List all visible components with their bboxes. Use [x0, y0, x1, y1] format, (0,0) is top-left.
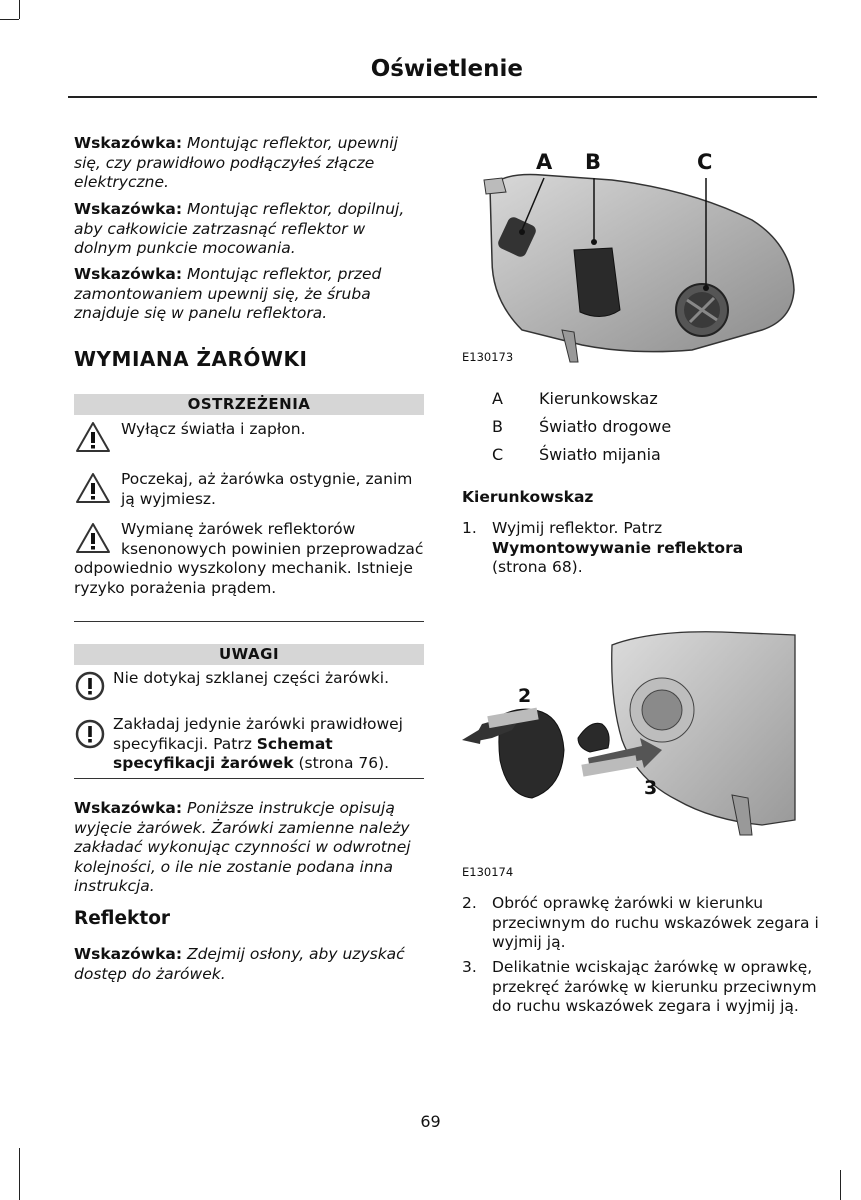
cross-reference-link[interactable]: Schemat specyfikacji żarówek: [113, 734, 333, 772]
legend-key: B: [492, 417, 503, 436]
warning-triangle-icon: [74, 471, 112, 505]
note-label: Wskazówka:: [74, 799, 183, 817]
warning-triangle-icon: [74, 520, 112, 556]
page-number: 69: [420, 1112, 441, 1131]
cautions-header: UWAGI: [74, 644, 424, 665]
crop-mark-bottom-right: [840, 1170, 841, 1200]
step-number: 3.: [462, 958, 477, 976]
caution-text: Zakładaj jedynie żarówki prawidłowej specyfikacji. Patrz: [113, 715, 403, 753]
note-text: Poniższe instrukcje opisują wyjęcie żarówek. Żarówki zamienne należy zakładać wykonując czynności w odwrotnej kolejności, o ile nie zostanie podana inna instrukcja.: [74, 799, 411, 895]
note-text: Montując reflektor, upewnij się, czy prawidłowo podłączyłeś złącze elektryczne.: [74, 134, 398, 191]
step-number: 1.: [462, 519, 477, 537]
figure-label-a: A: [536, 150, 553, 174]
crop-mark-top-left-h: [0, 19, 19, 20]
page-title: Oświetlenie: [370, 56, 523, 82]
figure-label-c: C: [697, 150, 713, 174]
figure-code: E130174: [462, 865, 514, 879]
legend-value: Kierunkowskaz: [539, 389, 658, 408]
legend-key: A: [492, 389, 503, 408]
note-1: [74, 134, 426, 193]
step-text: Wyjmij reflektor. Patrz: [492, 519, 663, 537]
warning-text: Wymianę żarówek reflektorów ksenonowych powinien przeprowadzać odpowiednio wyszkolony mechanik. Istnieje ryzyko porażenia prądem.: [74, 520, 424, 597]
note-label: Wskazówka:: [74, 200, 183, 218]
title-divider: [68, 96, 817, 98]
warning-text: Poczekaj, aż żarówka ostygnie, zanim ją wyjmiesz.: [121, 470, 413, 508]
crop-mark-bottom-left: [19, 1148, 20, 1200]
section-heading: WYMIANA ŻARÓWKI: [74, 347, 308, 371]
note-text: Zdejmij osłony, aby uzyskać dostęp do żarówek.: [74, 945, 405, 983]
warnings-header: OSTRZEŻENIA: [74, 394, 424, 415]
step-1-text: [492, 519, 822, 578]
note-2: [74, 200, 426, 259]
warnings-end-rule: [74, 621, 424, 622]
note-text: Montując reflektor, przed zamontowaniem upewnij się, że śruba znajduje się w panelu reflektora.: [74, 265, 382, 322]
note-label: Wskazówka:: [74, 945, 183, 963]
legend-value: Światło mijania: [539, 445, 661, 464]
headlamp-bulbs-illustration: [462, 150, 802, 365]
page-reference: (strona 68).: [492, 558, 583, 576]
note-5: [74, 945, 426, 984]
note-4: [74, 799, 426, 897]
warning-block-3: [74, 520, 426, 598]
note-text: Montując reflektor, dopilnuj, aby całkowicie zatrzasnąć reflektor w dolnym punkcie mocowania.: [74, 200, 405, 257]
figure-code: E130173: [462, 350, 514, 364]
bulb-holder-removal-illustration: [462, 620, 797, 845]
step-text: Obróć oprawkę żarówki w kierunku przeciwnym do ruchu wskazówek zegara i wyjmij ją.: [492, 894, 819, 951]
legend-key: C: [492, 445, 504, 464]
caution-text-2: [113, 715, 425, 774]
warning-text: Wyłącz światła i zapłon.: [121, 420, 306, 438]
crop-mark-top-left: [19, 0, 20, 19]
note-label: Wskazówka:: [74, 265, 183, 283]
page-reference: (strona 76).: [293, 754, 390, 772]
step-text: Delikatnie wciskając żarówkę w oprawkę, przekręć żarówkę w kierunku przeciwnym do ruchu wskazówek zegara i wyjmij ją.: [492, 958, 817, 1015]
note-3: [74, 265, 426, 324]
step-label-2: 2: [518, 685, 532, 707]
figure-label-b: B: [585, 150, 602, 174]
cautions-end-rule: [74, 778, 424, 779]
cross-reference-link[interactable]: Wymontowywanie reflektora: [492, 538, 744, 557]
caution-text: Nie dotykaj szklanej części żarówki.: [113, 669, 390, 687]
caution-circle-icon: [74, 718, 106, 750]
subsection-heading: Reflektor: [74, 908, 171, 929]
subsection-heading: Kierunkowskaz: [462, 488, 594, 506]
caution-circle-icon: [74, 670, 106, 702]
warning-triangle-icon: [74, 420, 112, 454]
step-label-3: 3: [644, 777, 658, 799]
step-number: 2.: [462, 894, 477, 912]
note-label: Wskazówka:: [74, 134, 183, 152]
legend-value: Światło drogowe: [539, 417, 672, 436]
